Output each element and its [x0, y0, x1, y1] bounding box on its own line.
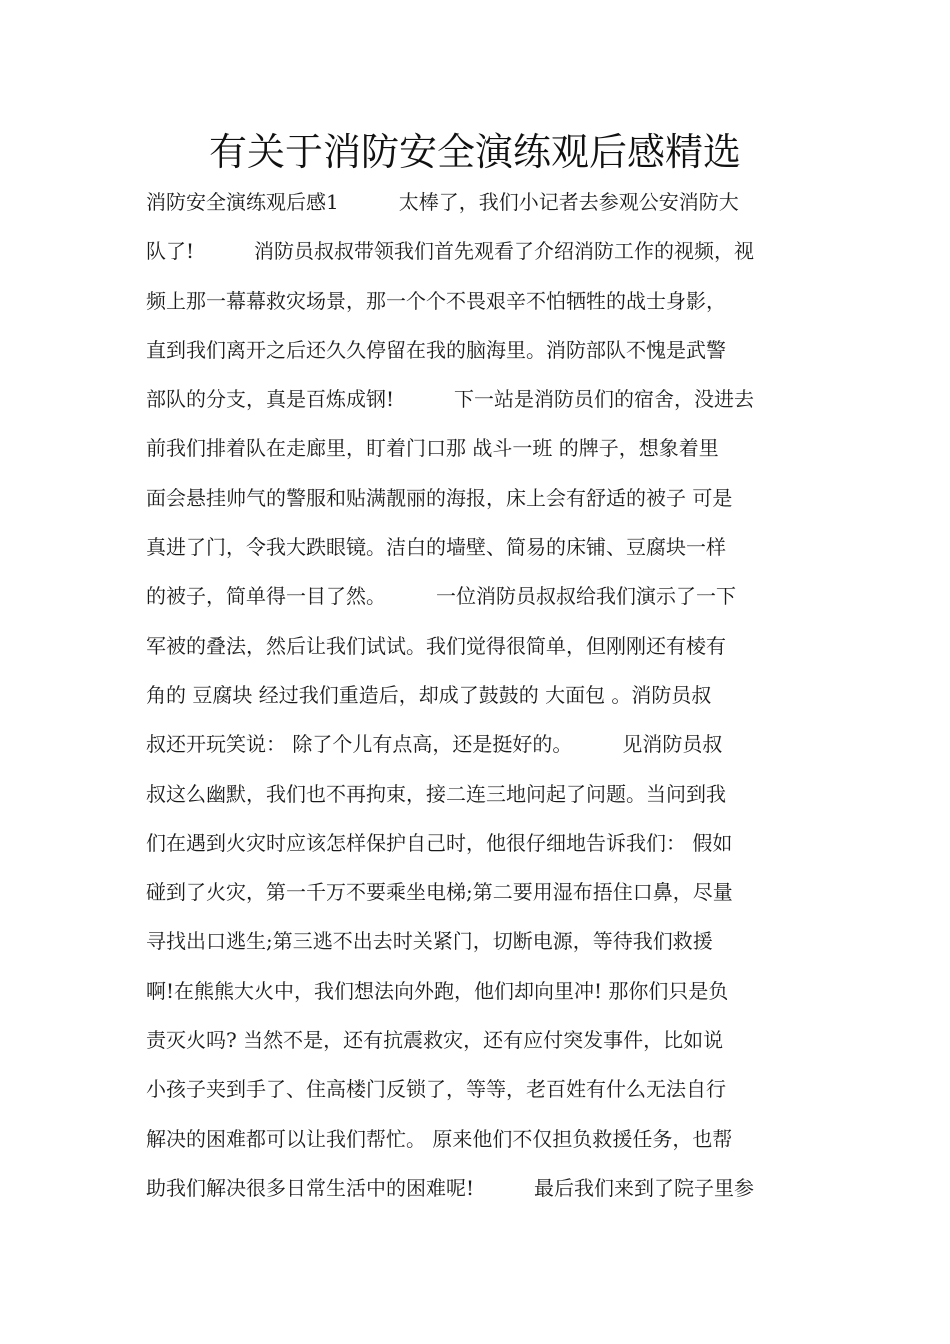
text-line: 们在遇到火灾时应该怎样保护自己时，他很仔细地告诉我们： 假如 — [146, 830, 733, 855]
text-line: 部队的分支，真是百炼成钢! 下一站是消防员们的宿舍，没进去 — [146, 387, 755, 412]
text-line: 前我们排着队在走廊里，盯着门口那 战斗一班 的牌子，想象着里 — [146, 436, 719, 461]
text-line: 叔这么幽默，我们也不再拘束，接二连三地问起了问题。当问到我 — [146, 781, 726, 806]
text-line: 的被子，简单得一目了然。 一位消防员叔叔给我们演示了一下 — [146, 584, 736, 609]
text-line: 碰到了火灾，第一千万不要乘坐电梯;第二要用湿布捂住口鼻，尽量 — [146, 880, 733, 905]
text-line: 真进了门，令我大跌眼镜。洁白的墙壁、简易的床铺、豆腐块一样 — [146, 535, 726, 560]
text-line: 叔还开玩笑说： 除了个儿有点高，还是挺好的。 见消防员叔 — [146, 732, 723, 757]
text-line: 军被的叠法，然后让我们试试。我们觉得很简单，但刚刚还有棱有 — [146, 633, 726, 658]
text-line: 助我们解决很多日常生活中的困难呢! 最后我们来到了院子里参 — [146, 1175, 755, 1200]
text-line: 解决的困难都可以让我们帮忙。 原来他们不仅担负救援任务，也帮 — [146, 1126, 733, 1151]
text-line: 直到我们离开之后还久久停留在我的脑海里。消防部队不愧是武警 — [146, 337, 726, 362]
text-line: 责灭火吗? 当然不是，还有抗震救灾，还有应付突发事件，比如说 — [146, 1028, 724, 1053]
text-line: 频上那一幕幕救灾场景，那一个个不畏艰辛不怕牺牲的战士身影， — [146, 288, 726, 313]
text-line: 面会悬挂帅气的警服和贴满靓丽的海报，床上会有舒适的被子 可是 — [146, 485, 733, 510]
document-title: 有关于消防安全演练观后感精选 — [208, 130, 741, 174]
text-line: 寻找出口逃生;第三逃不出去时关紧门，切断电源，等待我们救援 — [146, 929, 713, 954]
document-body — [146, 178, 810, 1213]
text-line: 角的 豆腐块 经过我们重造后，却成了鼓鼓的 大面包 。消防员叔 — [146, 682, 712, 707]
text-line: 队了! 消防员叔叔带领我们首先观看了介绍消防工作的视频，视 — [146, 239, 755, 264]
text-line: 小孩子夹到手了、住高楼门反锁了，等等，老百姓有什么无法自行 — [146, 1077, 726, 1102]
text-line: 消防安全演练观后感1 太棒了，我们小记者去参观公安消防大 — [146, 190, 739, 214]
text-line: 啊!在熊熊大火中，我们想法向外跑，他们却向里冲! 那你们只是负 — [146, 978, 729, 1003]
